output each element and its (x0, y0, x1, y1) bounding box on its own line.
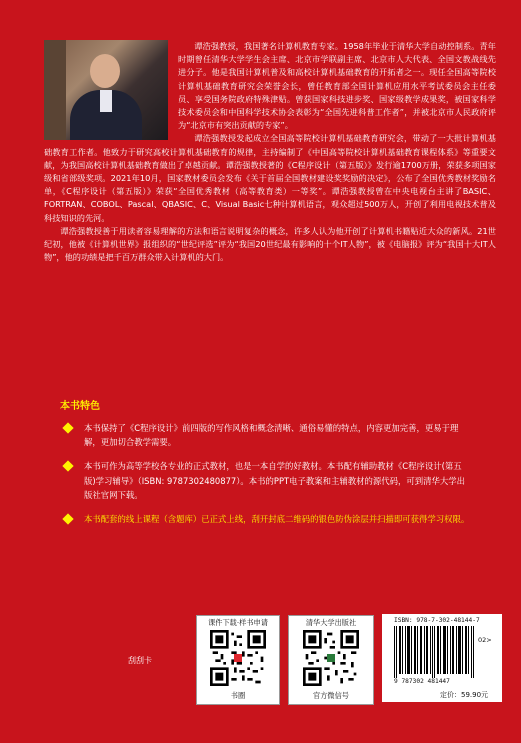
qr-bottom-label: 书圈 (230, 691, 246, 700)
author-bio (44, 40, 496, 264)
feature-item-2 (60, 459, 470, 502)
diamond-bullet-icon (62, 422, 73, 433)
qr-bottom-label: 官方微信号 (313, 691, 349, 700)
isbn-barcode (382, 614, 502, 702)
barcode-number: 9 787302 481447 (394, 678, 450, 685)
qr-top-label: 课件下载·样书申请 (208, 618, 268, 627)
diamond-bullet-icon (62, 513, 73, 524)
bio-paragraph-1: 谭浩强教授，我国著名计算机教育专家。1958年毕业于清华大学自动控制系。青年时期曾任清华大学学生会主席、北京市学联副主席、北京市人大代表、全国文教战线先进分子。他是我国计算机普及和高校计算机基础教育的开拓者之一。现任全国高等院校计算机基础教育研究会荣誉会长，曾任教育部全国计算机应用水平考试委员会主任委员、享受国务院政府特殊津贴。曾获国家科技进步奖、国家级教学成果奖，被国家科学技术委员会和中国科学技术协会表彰为“全国先进科普工作者”，并被北京市人民政府评为“北京市有突出贡献的专家”。 (178, 41, 496, 131)
barcode-icon (394, 626, 490, 678)
feature-text: 本书保持了《C程序设计》前四版的写作风格和概念清晰、通俗易懂的特点，内容更加完善，更易于理解，更加切合教学需要。 (84, 423, 459, 448)
features-title: 本书特色 (60, 401, 100, 412)
qr-top-label: 清华大学出版社 (305, 618, 357, 627)
qr-courseware[interactable] (196, 615, 280, 705)
bio-paragraph-3: 谭浩强教授善于用读者容易理解的方法和语言说明复杂的概念，许多人认为他开创了计算机书籍贴近大众的新风。21世纪初，他被《计算机世界》报组织的“世纪评选”评为“我国20世纪最有影响的十个IT人物”，被《电脑报》评为“我国十大IT人物”，他的功绩是把千百万群众带入计算机的大门。 (44, 225, 496, 263)
diamond-bullet-icon (62, 461, 73, 472)
isbn-text: ISBN: 978-7-302-48144-7 (394, 617, 480, 624)
feature-text: 本书配套的线上课程（含题库）已正式上线，刮开封底二维码的银色防伪涂层并扫描即可获得学习权限。 (84, 514, 470, 525)
feature-item-3 (60, 512, 470, 526)
qr-code-icon (210, 630, 266, 686)
feature-item-1 (60, 421, 470, 449)
feature-text: 本书可作为高等学校各专业的正式教材，也是一本自学的好教材。本书配有辅助教材《C程序设计(第五版)学习辅导》（ISBN: 9787302480877）。本书的PPT电子教案和主辅教材的源代码，可到清华大学出版社官网下载。 (84, 461, 466, 500)
author-photo (44, 40, 168, 140)
book-features (60, 397, 470, 536)
qr-publisher[interactable] (288, 615, 374, 705)
qr-code-icon (303, 630, 359, 686)
scratch-card-label: 刮刮卡 (128, 656, 152, 665)
price: 定价：59.90元 (440, 691, 489, 699)
price-code: 02> (478, 636, 492, 644)
bio-paragraph-2: 谭浩强教授发起成立全国高等院校计算机基础教育研究会，带动了一大批计算机基础教育工作者。他致力于研究高校计算机基础教育的规律，主持编制了《中国高等院校计算机基础教育课程体系》等重要文献，为我国高校计算机基础教育做出了卓越贡献。谭浩强教授著的《C程序设计（第五版）》发行逾1700万册，荣获多项国家级和省部级奖项。2021年10月，国家教材委员会发布《关于首届全国教材建设奖奖励的决定》，公布了全国优秀教材奖励名单，《C程序设计（第五版）》荣获“全国优秀教材（高等教育类）一等奖”。谭浩强教授曾在中央电视台主讲了BASIC、FORTRAN、COBOL、Pascal、QBASIC、C、Visual Basic七种计算机语言，观众超过500万人，开创了利用电视技术普及科技知识的先河。 (44, 133, 496, 223)
